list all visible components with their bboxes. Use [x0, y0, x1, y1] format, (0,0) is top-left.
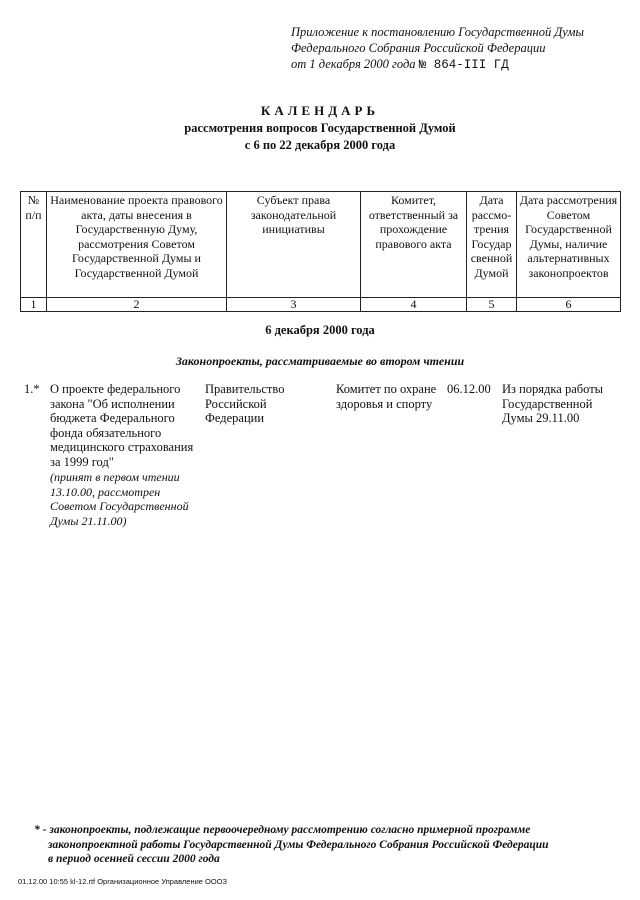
column-number: 2 — [47, 298, 227, 312]
annex-header — [291, 24, 621, 73]
row-committee: Комитет по охране здоровья и спорту — [336, 382, 437, 411]
column-number: 5 — [467, 298, 517, 312]
print-footer: 01.12.00 10:55 kl-12.rtf Организационное Управление ОООЗ — [18, 877, 228, 886]
row-initiative-subject: Правительство Российской Федерации — [205, 382, 285, 425]
column-header: № п/п — [21, 192, 47, 298]
column-number: 6 — [517, 298, 621, 312]
annex-line-2: Федерального Собрания Российской Федерации — [291, 41, 546, 55]
column-number: 3 — [227, 298, 361, 312]
date-heading: 6 декабря 2000 года — [265, 323, 375, 337]
footnote-line-1: * - законопроекты, подлежащие первоочередному рассмотрению согласно примерной программе — [34, 824, 531, 836]
column-header: Дата рассмотрения Советом Государственной Думы, наличие альтернативных законопроектов — [517, 192, 621, 298]
column-header: Наименование проекта правового акта, даты внесения в Государственную Думу, рассмотрения Советом Государственной Думы и Государственной Думой — [47, 192, 227, 298]
row-bill-note: (принят в первом чтении 13.10.00, рассмотрен Советом Государственной Думы 21.11.00) — [50, 470, 189, 528]
annex-line-1: Приложение к постановлению Государственной Думы — [291, 25, 584, 39]
column-number: 1 — [21, 298, 47, 312]
column-header: Субъект права законодательной инициативы — [227, 192, 361, 298]
column-header: Комитет, ответственный за прохождение правового акта — [361, 192, 467, 298]
footnote-line-3: в период осенней сессии 2000 года — [48, 853, 220, 865]
header-row — [21, 192, 621, 298]
row-number: 1.* — [24, 382, 40, 396]
calendar-header-table — [20, 191, 621, 312]
column-number-row — [21, 298, 621, 312]
document-title: КАЛЕНДАРЬ — [260, 103, 380, 118]
annex-number: № 864-III ГД — [418, 58, 509, 72]
section-heading: Законопроекты, рассматриваемые во втором чтении — [175, 354, 465, 368]
document-subtitle-1: рассмотрения вопросов Государственной Думой — [184, 121, 456, 135]
document-subtitle-2: с 6 по 22 декабря 2000 года — [244, 138, 396, 152]
footnote-line-2: законопроектной работы Государственной Думы Федерального Собрания Российской Федерации — [48, 838, 549, 851]
row-review-date: 06.12.00 — [447, 382, 491, 396]
row-council-review: Из порядка работы Государственной Думы 29.11.00 — [502, 382, 604, 425]
annex-date: от 1 декабря 2000 года — [291, 57, 416, 71]
annex-line-3 — [291, 56, 621, 73]
row-bill-name: О проекте федерального закона "Об исполнении бюджета Федерального фонда обязательного медицинского страхования за 1999 год" — [50, 382, 194, 469]
footnote — [34, 823, 614, 867]
column-header: Дата рассмо-трения Государ свенной Думой — [467, 192, 517, 298]
column-number: 4 — [361, 298, 467, 312]
